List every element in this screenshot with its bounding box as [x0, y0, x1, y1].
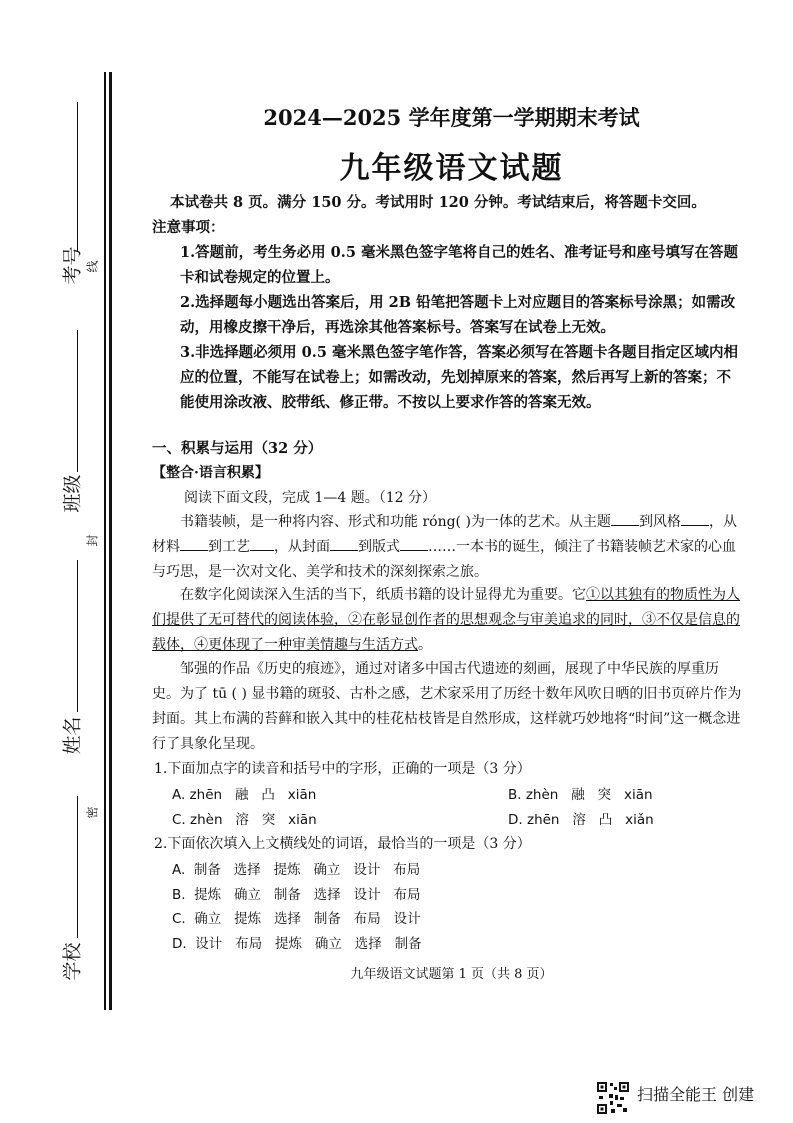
section-title: 一、积累与运用（32 分）	[152, 440, 323, 457]
exam-title: 2024—2025 学年度第一学期期末考试	[263, 105, 640, 130]
passage-paragraph-2: 在数字化阅读深入生活的当下，纸质书籍的设计显得尤为重要。它①以其独有的物质性为人们提供了无可替代的阅读体验，②在彰显创作者的思想观念与审美追求的同时，③不仅是信息的载体，④更体现了一种审美情趣与生活方式。	[152, 587, 740, 653]
notice-intro: 本试卷共 8 页。满分 150 分。考试用时 120 分钟。考试结束后，将答题卡交回。	[170, 194, 706, 211]
mi-mark: 密	[85, 806, 100, 819]
binding-line-inner	[109, 72, 112, 1010]
question-2-stem: 2.下面依次填入上文横线处的词语，最恰当的一项是（3 分）	[154, 836, 531, 852]
question-1-option-a: A. zhēn 融 凸 xiān	[172, 787, 317, 803]
section-subtitle: 【整合·语言积累】	[152, 465, 269, 481]
xian-mark: 线	[85, 260, 100, 273]
xingming-label: 姓名	[61, 716, 84, 755]
banji-label: 班级	[61, 474, 84, 513]
xingming-fill-line	[77, 560, 78, 712]
question-2-option-b: B. 提炼 确立 制备 选择 设计 布局	[172, 887, 421, 903]
question-1-option-d: D. zhēn 溶 凸 xiǎn	[508, 812, 654, 828]
notice-item-3: 3.非选择题必须用 0.5 毫米黑色签字笔作答，答案必须写在答题卡各题目指定区域内相应的位置，不能写在试卷上；如需改动，先划掉原来的答案，然后再写上新的答案；不能使用涂改液、胶带纸、修正带。不按以上要求作答的答案无效。	[180, 344, 738, 411]
xuexiao-label: 学校	[61, 942, 84, 981]
scanner-brand: 扫描全能王 创建	[637, 1085, 755, 1104]
xuexiao-fill-line	[77, 796, 78, 938]
notice-item-2: 2.选择题每小题选出答案后，用 2B 铅笔把答题卡上对应题目的答案标号涂黑；如需改动，用橡皮擦干净后，再选涂其他答案标号。答案写在试卷上无效。	[180, 294, 736, 336]
page-footer: 九年级语文试题第 1 页（共 8 页）	[350, 967, 553, 982]
kaohao-fill-line	[77, 102, 78, 252]
underlined-sentence: ①以其独有的物质性为人们提供了无可替代的阅读体验，②在彰显创作者的思想观念与审美追求的同时，③不仅是信息的载体，④更体现了一种审美情趣与生活方式	[152, 587, 740, 653]
reading-instruction: 阅读下面文段，完成 1—4 题。（12 分）	[184, 490, 436, 506]
feng-mark: 封	[85, 534, 100, 547]
question-1-stem: 1.下面加点字的读音和括号中的字形，正确的一项是（3 分）	[154, 761, 531, 777]
question-2-option-d: D. 设计 布局 提炼 确立 选择 制备	[172, 936, 422, 952]
binding-line-outer	[104, 72, 106, 1010]
question-1-option-b: B. zhèn 融 突 xiān	[508, 787, 653, 803]
question-2-option-a: A. 制备 选择 提炼 确立 设计 布局	[172, 862, 421, 878]
kaohao-label: 考号	[61, 246, 84, 285]
question-1-option-c: C. zhèn 溶 突 xiān	[172, 812, 317, 828]
passage-paragraph-1: 书籍装帧，是一种将内容、形式和功能 róng( )为一体的艺术。从主题 到风格 ，从材料 到工艺 ，从封面 到版式 ……一本书的诞生，倾注了书籍装帧艺术家的心血与巧思，是一次对文化、美学和技术的深刻探索之旅。	[152, 510, 744, 585]
passage-paragraph-3: 邹强的作品《历史的痕迹》，通过对诸多中国古代遗迹的刻画，展现了中华民族的厚重历史。为了 tū ( ) 显书籍的斑驳、古朴之感，艺术家采用了历经十数年风吹日晒的旧书页碎片作为封面。其上布满的苔藓和嵌入其中的桂花枯枝皆是自然形成，这样就巧妙地将“时间”这一概念进行了具象化呈现。	[152, 661, 742, 752]
qr-code-icon	[596, 1081, 630, 1115]
question-2-option-c: C. 确立 提炼 选择 制备 布局 设计	[172, 911, 421, 927]
banji-fill-line	[77, 330, 78, 472]
notice-item-1: 1.答题前，考生务必用 0.5 毫米黑色签字笔将自己的姓名、准考证号和座号填写在答题卡和试卷规定的位置上。	[180, 244, 738, 286]
notice-heading: 注意事项：	[152, 219, 225, 236]
paper-title: 九年级语文试题	[339, 151, 564, 186]
